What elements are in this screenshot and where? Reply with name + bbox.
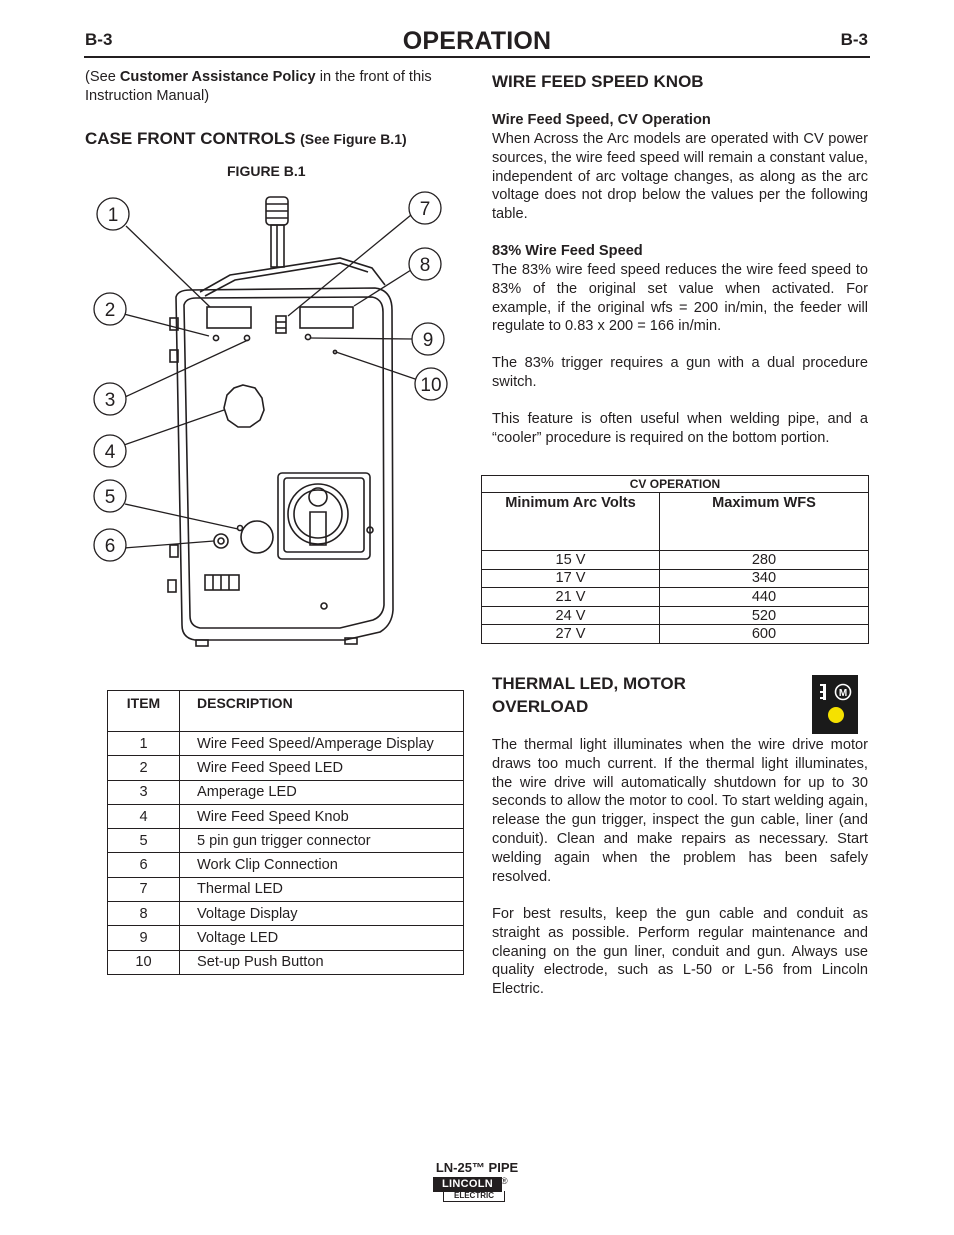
svg-text:7: 7 <box>419 199 431 220</box>
table-row <box>108 829 464 853</box>
intro-prefix: (See <box>85 69 120 85</box>
min-arc-volts-cell: 17 V <box>482 569 660 588</box>
item-number: 2 <box>108 756 180 780</box>
col-item-header: ITEM <box>108 691 180 732</box>
thermal-heading <box>492 672 792 718</box>
svg-text:3: 3 <box>104 390 116 411</box>
min-arc-volts-cell: 27 V <box>482 625 660 644</box>
intro-suffix: in the front of this Instruction Manual) <box>85 69 432 104</box>
item-description: Voltage Display <box>180 902 464 926</box>
callout-10 <box>415 368 447 400</box>
callout-3 <box>94 383 126 415</box>
col-desc-header: DESCRIPTION <box>180 691 464 732</box>
case-front-heading-ref: (See Figure B.1) <box>300 131 407 147</box>
table-row <box>108 756 464 780</box>
callout-2 <box>94 293 126 325</box>
min-arc-volts-cell: 24 V <box>482 606 660 625</box>
item-number: 9 <box>108 926 180 950</box>
svg-text:10: 10 <box>420 375 442 396</box>
min-arc-volts-cell: 21 V <box>482 588 660 607</box>
cv-paragraph: When Across the Arc models are operated with CV power sources, the wire feed speed will remain a constant value, independent of arc voltage changes, as along as the arc voltage does not drop below the values per the following table. <box>492 131 868 223</box>
header-rule <box>84 56 870 58</box>
item-description: Wire Feed Speed LED <box>180 756 464 780</box>
table-row <box>482 588 869 607</box>
intro-note <box>85 68 465 106</box>
svg-text:5: 5 <box>104 487 116 508</box>
case-front-figure <box>90 185 455 650</box>
callout-4 <box>94 435 126 467</box>
case-front-heading <box>85 127 407 150</box>
figure-label: FIGURE B.1 <box>227 163 306 179</box>
items-table-header <box>108 691 464 732</box>
col-max-wfs: Maximum WFS <box>660 493 869 551</box>
callout-7 <box>409 192 441 224</box>
item-number: 10 <box>108 950 180 974</box>
item-number: 6 <box>108 853 180 877</box>
thermal-motor-overload-icon <box>812 675 858 734</box>
cv-operation-table <box>481 475 869 644</box>
p83-subheading: 83% Wire Feed Speed <box>492 243 643 259</box>
item-description: Work Clip Connection <box>180 853 464 877</box>
table-row <box>108 804 464 828</box>
svg-text:6: 6 <box>104 536 116 557</box>
callout-9 <box>412 323 444 355</box>
pipe-paragraph: This feature is often useful when welding pipe, and a “cooler” procedure is required on the bottom portion. <box>492 411 868 446</box>
item-description: Wire Feed Speed/Amperage Display <box>180 732 464 756</box>
thermal-heading-line1: THERMAL LED, MOTOR <box>492 674 686 693</box>
wire-feeder-case-drawing <box>168 197 393 646</box>
callout-5 <box>94 480 126 512</box>
page-code-left: B-3 <box>85 30 113 49</box>
table-row <box>108 902 464 926</box>
callout-8 <box>409 248 441 280</box>
item-number: 8 <box>108 902 180 926</box>
logo-bottom-band: ELECTRIC <box>443 1191 505 1202</box>
cv-table-caption: CV OPERATION <box>482 476 869 493</box>
item-number: 7 <box>108 877 180 901</box>
max-wfs-cell: 520 <box>660 606 869 625</box>
item-number: 5 <box>108 829 180 853</box>
thermal-paragraph-2: For best results, keep the gun cable and conduit as straight as possible. Perform regular maintenance and cleaning on the gun liner, conduit and gun. Always use quality electrode, such as L-50 or L-56 from Lincoln Electric. <box>492 906 868 998</box>
table-row <box>482 606 869 625</box>
thermal-heading-line2: OVERLOAD <box>492 697 589 716</box>
callout-1 <box>97 198 129 230</box>
intro-bold: Customer Assistance Policy <box>119 69 316 85</box>
cv-table-caption-row <box>482 476 869 493</box>
svg-text:1: 1 <box>107 205 119 226</box>
table-row <box>108 950 464 974</box>
items-table <box>107 690 464 975</box>
case-front-heading-text: CASE FRONT CONTROLS <box>85 129 296 148</box>
item-description: Set-up Push Button <box>180 950 464 974</box>
item-description: Thermal LED <box>180 877 464 901</box>
logo-top-band: LINCOLN <box>433 1177 502 1192</box>
max-wfs-cell: 340 <box>660 569 869 588</box>
svg-text:8: 8 <box>419 255 431 276</box>
cv-subheading: Wire Feed Speed, CV Operation <box>492 112 711 128</box>
table-row <box>108 877 464 901</box>
lincoln-electric-logo <box>433 1177 513 1204</box>
item-number: 1 <box>108 732 180 756</box>
trigger-paragraph: The 83% trigger requires a gun with a dual procedure switch. <box>492 355 868 390</box>
min-arc-volts-cell: 15 V <box>482 551 660 570</box>
table-row <box>108 926 464 950</box>
callout-6 <box>94 529 126 561</box>
logo-registered-mark: ® <box>501 1176 508 1186</box>
table-row <box>482 551 869 570</box>
wfs-heading: WIRE FEED SPEED KNOB <box>492 72 704 91</box>
max-wfs-cell: 280 <box>660 551 869 570</box>
item-number: 4 <box>108 804 180 828</box>
table-row <box>482 569 869 588</box>
item-description: Voltage LED <box>180 926 464 950</box>
svg-text:4: 4 <box>104 442 116 463</box>
thermal-paragraph-1: The thermal light illuminates when the wire drive motor draws too much current. If the thermal light illuminates, the wire drive will automatically shutdown for up to 30 seconds to allow the motor to cool. To start welding again, release the gun trigger, inspect the gun cable, liner (and conduit). Clean and make repairs as necessary. Start welding again when the problem has been safely resolved. <box>492 737 868 885</box>
svg-text:M: M <box>838 688 848 699</box>
item-description: Wire Feed Speed Knob <box>180 804 464 828</box>
max-wfs-cell: 600 <box>660 625 869 644</box>
item-description: Amperage LED <box>180 780 464 804</box>
page-code-right: B-3 <box>840 30 868 49</box>
table-row <box>108 780 464 804</box>
col-min-arc-volts: Minimum Arc Volts <box>482 493 660 551</box>
svg-text:9: 9 <box>422 330 434 351</box>
table-row <box>108 853 464 877</box>
p83-paragraph: The 83% wire feed speed reduces the wire feed speed to 83% of the original set value when activated. For example, if the original wfs = 200 in/min, the feeder will regulate to 0.83 x 200 = 166 in/min. <box>492 262 868 335</box>
table-row <box>108 732 464 756</box>
item-description: 5 pin gun trigger connector <box>180 829 464 853</box>
cv-table-header <box>482 493 869 551</box>
item-number: 3 <box>108 780 180 804</box>
table-row <box>482 625 869 644</box>
page-title: OPERATION <box>402 27 552 55</box>
footer-model: LN-25™ PIPE <box>435 1160 519 1175</box>
svg-text:2: 2 <box>104 300 116 321</box>
max-wfs-cell: 440 <box>660 588 869 607</box>
thermal-icon-graphic <box>812 675 858 734</box>
